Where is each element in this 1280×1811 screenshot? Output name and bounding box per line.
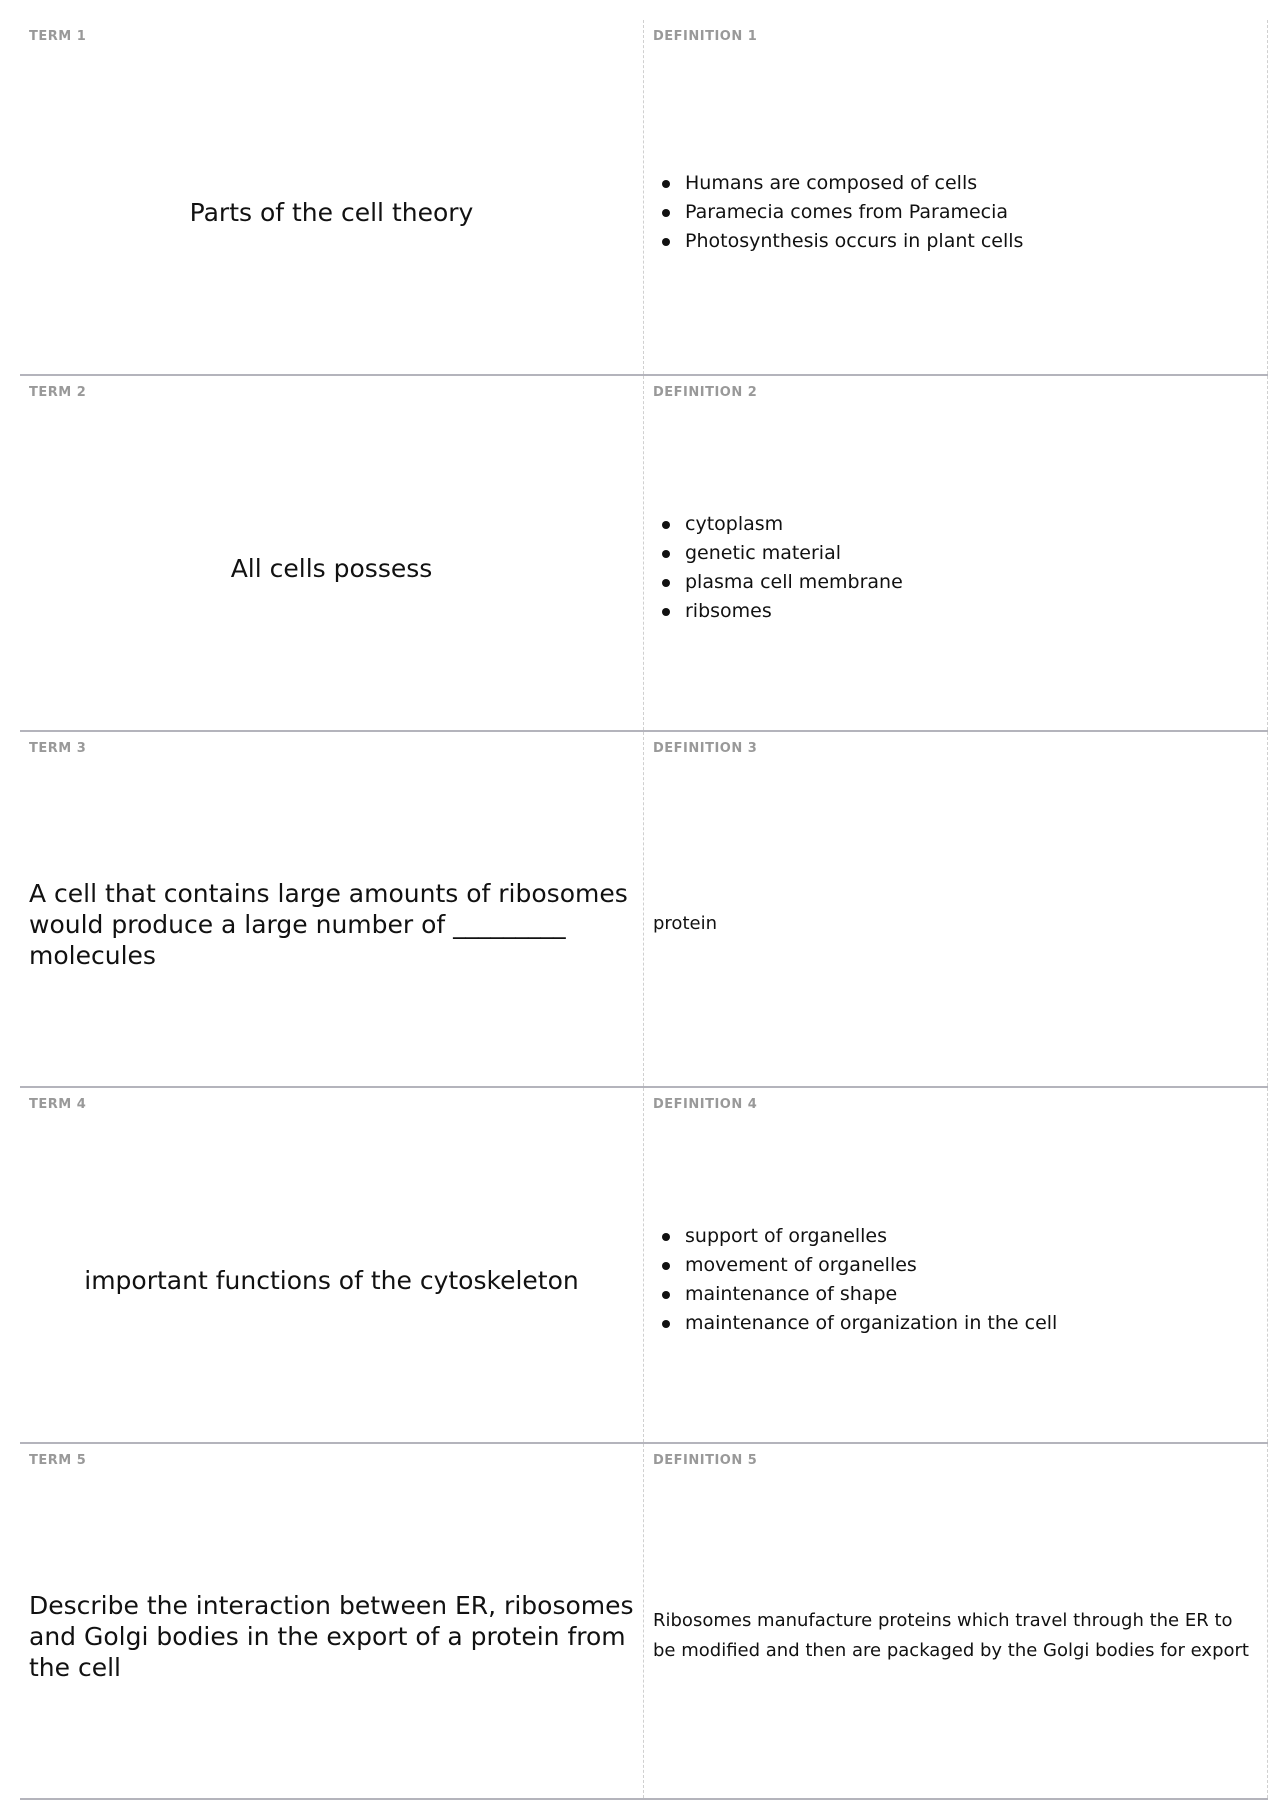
flashcard-sheet: [20, 20, 1268, 1800]
definition-cell: [644, 376, 1268, 730]
term-text: important functions of the cytoskeleton: [84, 1265, 579, 1295]
definition-label: DEFINITION 4: [653, 1097, 758, 1112]
definition-list: [653, 1222, 1057, 1338]
definition-content: [653, 50, 1258, 374]
list-item: Photosynthesis occurs in plant cells: [685, 227, 1023, 256]
list-item: support of organelles: [685, 1222, 1057, 1251]
definition-cell: [644, 1088, 1268, 1442]
definition-label: DEFINITION 1: [653, 29, 758, 44]
list-item: cytoplasm: [685, 510, 903, 539]
term-text: A cell that contains large amounts of ribosomes would produce a large number of _________ molecules: [29, 878, 628, 970]
list-item: plasma cell membrane: [685, 568, 903, 597]
term-label: TERM 2: [29, 385, 87, 400]
list-item: maintenance of shape: [685, 1280, 1057, 1309]
definition-list: [653, 510, 903, 626]
term-label: TERM 1: [29, 29, 87, 44]
term-label: TERM 4: [29, 1097, 87, 1112]
term-text: All cells possess: [230, 553, 433, 583]
list-item: Humans are composed of cells: [685, 169, 1023, 198]
definition-label: DEFINITION 5: [653, 1453, 758, 1468]
definition-cell: [644, 1444, 1268, 1798]
term-cell: [20, 20, 644, 374]
term-text: Describe the interaction between ER, ribosomes and Golgi bodies in the export of a protein from the cell: [29, 1590, 634, 1682]
list-item: ribsomes: [685, 597, 903, 626]
list-item: movement of organelles: [685, 1251, 1057, 1280]
definition-cell: [644, 20, 1268, 374]
flashcard-row: [20, 1444, 1268, 1800]
definition-cell: [644, 732, 1268, 1086]
term-text: Parts of the cell theory: [189, 197, 474, 227]
term-cell: [20, 1444, 644, 1798]
list-item: maintenance of organization in the cell: [685, 1309, 1057, 1338]
list-item: genetic material: [685, 539, 903, 568]
definition-content: [653, 406, 1258, 730]
definition-text: Ribosomes manufacture proteins which travel through the ER to be modified and then are packaged by the Golgi bodies for export: [653, 1610, 1249, 1661]
term-cell: [20, 1088, 644, 1442]
flashcard-row: [20, 20, 1268, 376]
flashcard-row: [20, 1088, 1268, 1444]
definition-content: [653, 1118, 1258, 1442]
definition-text: protein: [653, 913, 717, 934]
term-cell: [20, 732, 644, 1086]
definition-list: [653, 169, 1023, 256]
term-label: TERM 5: [29, 1453, 87, 1468]
list-item: Paramecia comes from Paramecia: [685, 198, 1023, 227]
flashcard-row: [20, 732, 1268, 1088]
term-cell: [20, 376, 644, 730]
flashcard-row: [20, 376, 1268, 732]
definition-label: DEFINITION 2: [653, 385, 758, 400]
term-label: TERM 3: [29, 741, 87, 756]
definition-label: DEFINITION 3: [653, 741, 758, 756]
